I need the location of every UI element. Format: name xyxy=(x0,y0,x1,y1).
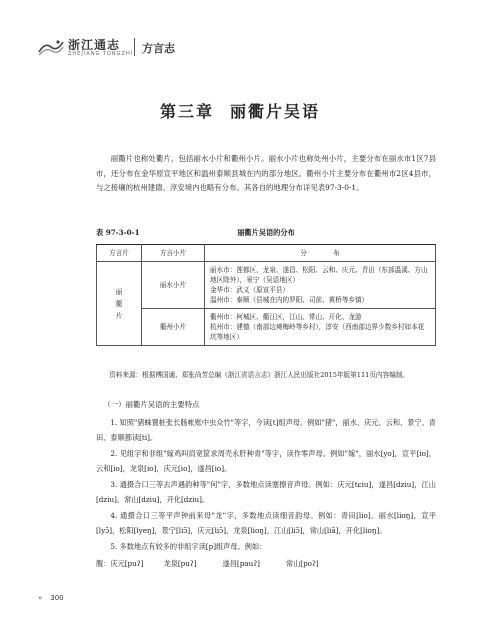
example-item: 常山[poʔ] xyxy=(285,558,319,568)
distribution-line: 杭州市：建德（南部边境梅岭等乡村），淳安（西南部边界少数乡村如本花坑等地区） xyxy=(210,323,425,341)
feature-list xyxy=(96,416,436,571)
intro-paragraph: 丽衢片也称处衢片，包括丽水小片和衢州小片。丽水小片也称处州小片，主要分布在丽水市1区7县市，还分布在金华原宣平地区和温州泰顺县城在内的部分地区。衢州小片主要分布在衢州市2区4县市，与之接壤的杭州建德、淳安境内也略有分布。其各自的地理分布详见表97-3-0-1。 xyxy=(96,154,436,192)
table-row xyxy=(97,309,436,346)
page-number: 300 xyxy=(50,594,64,602)
list-item: 5. 多数地点有较多的非组字读[p]组声母。例如： xyxy=(110,542,267,551)
example-item: 腹：庆元[puʔ] xyxy=(96,558,144,568)
list-item: 2. 见组字和非组"嫁鸡叫肩宽筐求周壳永肝种青"等字，读作零声母。例如"嫁"，丽水[yo]，宣平[io]，云和[io]，龙泉[io]，庆元[io]，遂昌[io]。 xyxy=(96,449,436,473)
section-name: 方言志 xyxy=(142,42,175,55)
col-header-distribution: 分 布 xyxy=(205,245,436,262)
col-header-dialect: 方言片 xyxy=(97,245,142,262)
subgroup-cell: 衢州小片 xyxy=(142,309,205,346)
table-row xyxy=(97,262,436,309)
distribution-cell xyxy=(205,262,436,309)
section-subheading: （一）丽衢片吴语的主要特点 xyxy=(103,400,200,409)
distribution-line: 金华市：武义（原宣平县） xyxy=(210,286,290,294)
table-number: 表 97-3-0-1 xyxy=(96,228,140,237)
brand-name: 浙江通志 xyxy=(68,38,121,52)
distribution-line: 温州市：泰顺（县城在内的罗阳、司前、黄桥等乡镇） xyxy=(210,296,369,304)
chapter-title xyxy=(0,99,480,122)
table-source-note: 资料来源：根据傅国通、郑张尚芳总编《浙江省语言志》浙江人民出版社2015年版第111页内容编制。 xyxy=(109,371,409,379)
group-cell xyxy=(97,262,142,346)
example-row xyxy=(96,557,436,572)
table-caption xyxy=(96,228,436,240)
distribution-line: 衢州市：柯城区、衢江区，江山、常山、开化、龙游 xyxy=(210,313,362,321)
chapter-name: 丽衢片吴语 xyxy=(230,102,321,121)
table-header-row xyxy=(97,245,436,262)
running-header xyxy=(38,34,458,64)
page-footer xyxy=(38,594,64,606)
page-marker-icon: » xyxy=(38,594,43,602)
subgroup-cell: 丽水小片 xyxy=(142,262,205,309)
list-item: 4. 通摄合口三等平声钟前来母"龙"字，多数地点读细音韵母。例如：青田[lio]、丽水[lioŋ]，宣平[lyɔ̃]，松阳[lyeŋ]，景宁[liɔ̃]，庆元[liɔ̃]，龙泉[lioŋ]，江山[liɔ̃]，常山[liã]，开化[lioŋ]。 xyxy=(96,511,436,535)
header-divider xyxy=(134,38,135,56)
col-header-subdialect: 方言小片 xyxy=(142,245,205,262)
distribution-line: 丽水市：莲都区，龙泉、遂昌、松阳、云和、庆元、青田（东部温溪、方山地区除外），景宁（吴语地区） xyxy=(210,266,428,284)
zhejiang-tongzhi-logo-icon xyxy=(38,38,64,56)
example-item: 遂昌[pauʔ] xyxy=(222,558,260,568)
list-item: 1. 知照"猪蛛置桩张长肠帐账中虫众竹"等字，今读[t]组声母。例如"猪"，丽水、庆元、云和、景宁、青田、泰顺都读[ti]。 xyxy=(96,418,436,442)
example-item: 龙泉[puʔ] xyxy=(163,558,197,568)
list-item: 3. 通摄合口三等去声遇韵种等"何"字，多数地点读塞擦音声母。例如：庆元[tɕiu]，遂昌[dziu]，江山[dziu]，常山[dziu]，开化[dziu]。 xyxy=(96,480,436,504)
distribution-table xyxy=(96,244,436,346)
group-label: 丽衢片 xyxy=(115,287,123,320)
chapter-number: 第三章 xyxy=(159,102,214,121)
brand-subtitle: ZHEJIANG TONGZHI xyxy=(68,51,134,57)
table-title: 丽衢片吴语的分布 xyxy=(237,228,295,237)
distribution-cell xyxy=(205,309,436,346)
